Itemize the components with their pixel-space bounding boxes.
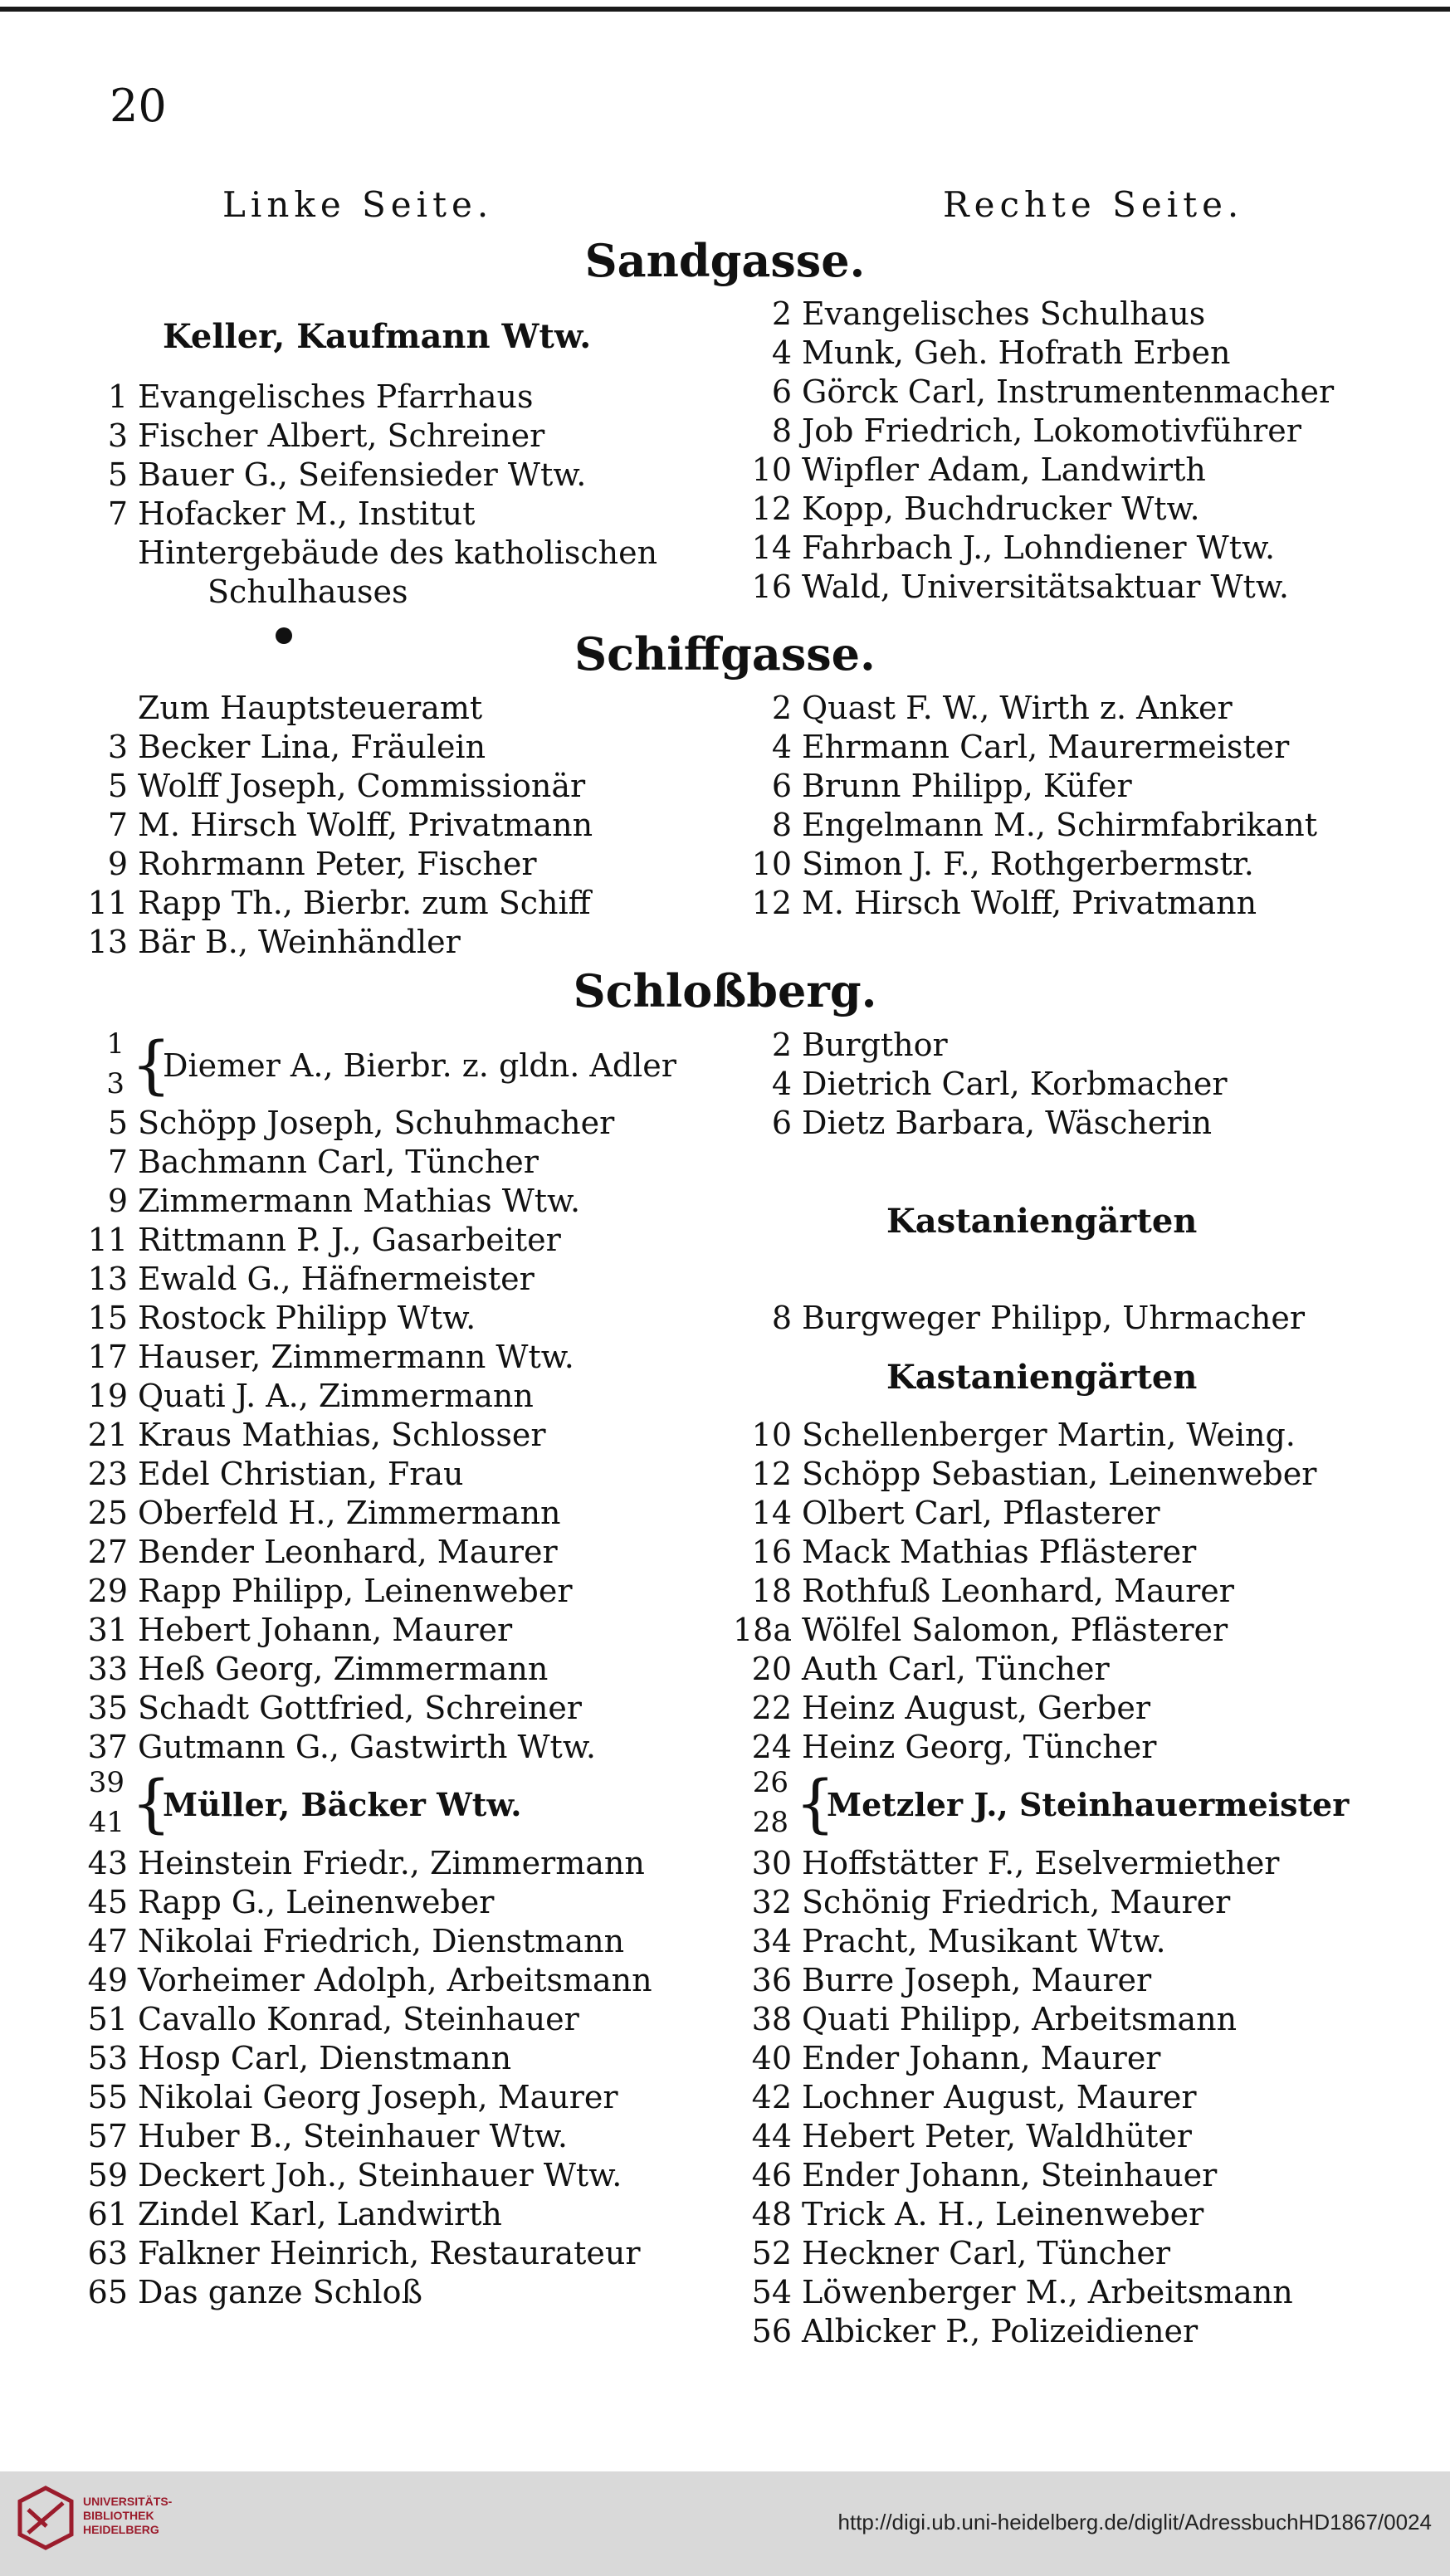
resident-name: Görck Carl, Instrumentenmacher — [802, 373, 1335, 410]
house-number: 44 — [751, 2118, 792, 2154]
sandgasse-right-list — [747, 295, 1428, 607]
resident-name: Hebert Johann, Maurer — [138, 1612, 513, 1648]
resident-name: Engelmann M., Schirmfabrikant — [802, 807, 1317, 843]
house-number: 33 — [87, 1651, 128, 1687]
directory-entry — [747, 490, 1428, 529]
resident-name: Quati J. A., Zimmermann — [138, 1378, 534, 1414]
street-heading-schlossberg: Schloßberg. — [573, 964, 877, 1017]
schlossberg-right-list-a — [747, 1026, 1428, 1143]
house-number: 7 — [107, 1144, 128, 1180]
resident-name: Hosp Carl, Dienstmann — [138, 2040, 512, 2076]
resident-name: Heinstein Friedr., Zimmermann — [138, 1845, 645, 1881]
resident-name: Burre Joseph, Maurer — [802, 1962, 1152, 1998]
house-number: 7 — [107, 807, 128, 843]
house-number: 48 — [751, 2196, 792, 2232]
resident-name: Ender Johann, Steinhauer — [802, 2157, 1218, 2193]
house-number: 30 — [751, 1845, 792, 1881]
directory-entry — [83, 495, 714, 534]
directory-entry — [747, 295, 1428, 334]
brace-glyph: { — [131, 1027, 172, 1101]
sandgasse-left-list — [83, 378, 714, 612]
directory-entry — [83, 1377, 714, 1416]
directory-entry — [83, 2156, 714, 2195]
house-number: 61 — [87, 2196, 128, 2232]
house-number: 36 — [751, 1962, 792, 1998]
resident-name: Schöpp Joseph, Schuhmacher — [138, 1105, 615, 1141]
house-number: 37 — [87, 1729, 128, 1765]
directory-entry — [747, 806, 1428, 845]
resident-name: Hebert Peter, Waldhüter — [802, 2118, 1192, 2154]
directory-entry — [83, 923, 714, 962]
brace-number-bottom: 3 — [106, 1067, 124, 1100]
resident-name: Quast F. W., Wirth z. Anker — [802, 690, 1233, 726]
resident-name: Zindel Karl, Landwirth — [138, 2196, 502, 2232]
resident-name: Auth Carl, Tüncher — [802, 1651, 1110, 1687]
resident-name: Rostock Philipp Wtw. — [138, 1300, 476, 1336]
house-number: 16 — [751, 568, 792, 605]
directory-entry — [83, 2195, 714, 2234]
directory-entry — [83, 1922, 714, 1961]
resident-name: Heckner Carl, Tüncher — [802, 2235, 1171, 2271]
directory-entry — [747, 1299, 1428, 1338]
resident-name: Cavallo Konrad, Steinhauer — [138, 2001, 579, 2037]
resident-name: Burgthor — [802, 1027, 948, 1063]
directory-entry — [747, 2312, 1428, 2351]
schlossberg-left-list-a — [83, 1104, 714, 1767]
directory-entry — [83, 1416, 714, 1455]
directory-entry — [747, 334, 1428, 373]
house-number: 25 — [87, 1495, 128, 1531]
directory-entry — [83, 2234, 714, 2273]
house-number: 53 — [87, 2040, 128, 2076]
house-number: 23 — [87, 1456, 128, 1492]
resident-name: Fahrbach J., Lohndiener Wtw. — [802, 529, 1276, 566]
directory-entry — [747, 1728, 1428, 1767]
house-number: 24 — [751, 1729, 792, 1765]
directory-entry — [83, 2117, 714, 2156]
resident-name: Ehrmann Carl, Maurermeister — [802, 729, 1290, 765]
resident-name: Nikolai Georg Joseph, Maurer — [138, 2079, 618, 2115]
page-number: 20 — [110, 80, 167, 132]
resident-name: Albicker P., Polizeidiener — [802, 2313, 1199, 2349]
house-number: 42 — [751, 2079, 792, 2115]
schlossberg-right-list-d — [747, 1844, 1428, 2351]
directory-entry — [83, 806, 714, 845]
house-number: 2 — [771, 690, 792, 726]
house-number: 8 — [771, 1300, 792, 1336]
directory-entry — [747, 1026, 1428, 1065]
resident-name: Nikolai Friedrich, Dienstmann — [138, 1923, 625, 1959]
house-number: 5 — [107, 768, 128, 804]
brace-number-bottom: 41 — [88, 1806, 124, 1839]
directory-entry — [747, 1416, 1428, 1455]
footer-bar — [0, 2471, 1450, 2576]
house-number: 16 — [751, 1534, 792, 1570]
directory-entry — [747, 412, 1428, 451]
resident-name: Deckert Joh., Steinhauer Wtw. — [138, 2157, 622, 2193]
directory-entry — [83, 1221, 714, 1260]
house-number: 8 — [771, 412, 792, 449]
resident-name: Bender Leonhard, Maurer — [138, 1534, 558, 1570]
directory-entry — [83, 1533, 714, 1572]
library-logo-icon — [17, 2485, 75, 2551]
house-number: 21 — [87, 1417, 128, 1453]
house-number: 29 — [87, 1573, 128, 1609]
directory-entry — [83, 573, 714, 612]
directory-entry — [747, 1883, 1428, 1922]
resident-name: Kopp, Buchdrucker Wtw. — [802, 490, 1200, 527]
house-number: 2 — [771, 1027, 792, 1063]
left-side-label: Linke Seite. — [222, 184, 494, 225]
directory-entry — [83, 1728, 714, 1767]
house-number: 59 — [87, 2157, 128, 2193]
directory-entry — [747, 1650, 1428, 1689]
house-number: 11 — [87, 885, 128, 921]
house-number: 20 — [751, 1651, 792, 1687]
resident-name: Ewald G., Häfnermeister — [138, 1261, 535, 1297]
house-number: 2 — [771, 295, 792, 332]
directory-entry — [83, 728, 714, 767]
resident-name: Zimmermann Mathias Wtw. — [138, 1183, 581, 1219]
resident-name: Evangelisches Schulhaus — [802, 295, 1206, 332]
directory-entry — [83, 2078, 714, 2117]
brace-entry-text: Diemer A., Bierbr. z. gldn. Adler — [163, 1047, 676, 1084]
resident-name: Lochner August, Maurer — [802, 2079, 1197, 2115]
schlossberg-subheading-1: Kastaniengärten — [886, 1202, 1198, 1241]
directory-entry — [747, 1922, 1428, 1961]
house-number: 15 — [87, 1300, 128, 1336]
house-number: 4 — [771, 334, 792, 371]
directory-entry — [747, 2078, 1428, 2117]
house-number: 10 — [751, 451, 792, 488]
directory-entry — [83, 1961, 714, 2000]
schlossberg-left-list-b — [83, 1844, 714, 2312]
resident-name: Ender Johann, Maurer — [802, 2040, 1161, 2076]
resident-name: Heß Georg, Zimmermann — [138, 1651, 549, 1687]
house-number: 31 — [87, 1612, 128, 1648]
resident-name: Simon J. F., Rothgerbermstr. — [802, 846, 1254, 882]
house-number: 19 — [87, 1378, 128, 1414]
house-number: 34 — [751, 1923, 792, 1959]
schlossberg-subheading-2: Kastaniengärten — [886, 1358, 1198, 1397]
directory-entry — [747, 2000, 1428, 2039]
street-heading-schiffgasse: Schiffgasse. — [574, 627, 876, 681]
house-number: 63 — [87, 2235, 128, 2271]
house-number: 38 — [751, 2001, 792, 2037]
directory-entry — [747, 1494, 1428, 1533]
directory-entry — [747, 2234, 1428, 2273]
resident-name: Rothfuß Leonhard, Maurer — [802, 1573, 1234, 1609]
schlossberg-left-brace-entry-2 — [83, 1768, 714, 1846]
house-number: 11 — [87, 1222, 128, 1258]
resident-name: Rapp G., Leinenweber — [138, 1884, 495, 1920]
house-number: 22 — [751, 1690, 792, 1726]
house-number: 13 — [87, 924, 128, 960]
resident-name: Rittmann P. J., Gasarbeiter — [138, 1222, 561, 1258]
resident-name: Mack Mathias Pflästerer — [802, 1534, 1197, 1570]
house-number: 6 — [771, 373, 792, 410]
schlossberg-right-list-b — [747, 1299, 1428, 1338]
house-number: 27 — [87, 1534, 128, 1570]
resident-name: Trick A. H., Leinenweber — [802, 2196, 1204, 2232]
house-number: 46 — [751, 2157, 792, 2193]
directory-entry — [747, 1689, 1428, 1728]
directory-entry — [732, 1611, 1428, 1650]
resident-name: Dietrich Carl, Korbmacher — [802, 1066, 1228, 1102]
resident-name: Olbert Carl, Pflasterer — [802, 1495, 1160, 1531]
directory-entry — [83, 845, 714, 884]
house-number: 49 — [87, 1962, 128, 1998]
resident-name: Löwenberger M., Arbeitsmann — [802, 2274, 1293, 2310]
directory-entry — [747, 2117, 1428, 2156]
directory-entry — [747, 689, 1428, 728]
directory-entry — [83, 1689, 714, 1728]
page-top-rule — [0, 7, 1450, 12]
resident-name: Evangelisches Pfarrhaus — [138, 378, 534, 415]
house-number: 55 — [87, 2079, 128, 2115]
schiffgasse-left-list — [83, 689, 714, 962]
resident-name: Heinz August, Gerber — [802, 1690, 1150, 1726]
logo-line: UNIVERSITÄTS- — [83, 2495, 173, 2508]
house-number: 9 — [107, 1183, 128, 1219]
logo-line: BIBLIOTHEK — [83, 2509, 154, 2522]
house-number: 57 — [87, 2118, 128, 2154]
library-logo-text — [83, 2495, 172, 2537]
resident-name: Zum Hauptsteueramt — [138, 690, 483, 726]
house-number: 65 — [87, 2274, 128, 2310]
house-number: 32 — [751, 1884, 792, 1920]
house-number: 1 — [107, 378, 128, 415]
schlossberg-left-brace-entry-1 — [83, 1029, 714, 1107]
brace-number-top: 26 — [752, 1766, 788, 1799]
directory-entry — [747, 884, 1428, 923]
house-number: 3 — [107, 417, 128, 454]
directory-entry — [83, 2039, 714, 2078]
directory-entry — [83, 884, 714, 923]
directory-entry — [83, 1260, 714, 1299]
brace-glyph: { — [795, 1766, 836, 1840]
directory-entry — [747, 451, 1428, 490]
schiffgasse-right-list — [747, 689, 1428, 923]
house-number: 4 — [771, 1066, 792, 1102]
house-number: 45 — [87, 1884, 128, 1920]
directory-entry — [83, 1572, 714, 1611]
directory-entry — [747, 2195, 1428, 2234]
resident-name: Bachmann Carl, Tüncher — [138, 1144, 539, 1180]
resident-name: Schadt Gottfried, Schreiner — [138, 1690, 582, 1726]
resident-name: Job Friedrich, Lokomotivführer — [802, 412, 1301, 449]
house-number: 56 — [751, 2313, 792, 2349]
resident-name: Schöpp Sebastian, Leinenweber — [802, 1456, 1317, 1492]
house-number: 7 — [107, 495, 128, 532]
resident-name: Fischer Albert, Schreiner — [138, 417, 545, 454]
house-number: 12 — [751, 1456, 792, 1492]
resident-name: Falkner Heinrich, Restaurateur — [138, 2235, 641, 2271]
brace-entry-text: Metzler J., Steinhauermeister — [827, 1786, 1350, 1823]
directory-entry — [747, 2039, 1428, 2078]
brace-number-bottom: 28 — [752, 1806, 788, 1839]
resident-name: Burgweger Philipp, Uhrmacher — [802, 1300, 1306, 1336]
directory-entry — [747, 1065, 1428, 1104]
house-number: 10 — [751, 846, 792, 882]
directory-entry — [747, 1844, 1428, 1883]
resident-name: Quati Philipp, Arbeitsmann — [802, 2001, 1238, 2037]
resident-name: Munk, Geh. Hofrath Erben — [802, 334, 1231, 371]
resident-name: Wald, Universitätsaktuar Wtw. — [802, 568, 1289, 605]
directory-entry — [83, 534, 714, 573]
resident-name: Brunn Philipp, Küfer — [802, 768, 1132, 804]
resident-name: Bär B., Weinhändler — [138, 924, 461, 960]
resident-name: Pracht, Musikant Wtw. — [802, 1923, 1166, 1959]
resident-name: Das ganze Schloß — [138, 2274, 422, 2310]
right-side-label: Rechte Seite. — [943, 184, 1244, 225]
resident-name: Wölfel Salomon, Pflästerer — [802, 1612, 1228, 1648]
resident-name: Bauer G., Seifensieder Wtw. — [138, 456, 587, 493]
house-number: 8 — [771, 807, 792, 843]
street-heading-sandgasse: Sandgasse. — [584, 234, 866, 287]
directory-entry — [83, 1844, 714, 1883]
resident-name: M. Hirsch Wolff, Privatmann — [802, 885, 1257, 921]
resident-name: Hofacker M., Institut — [138, 495, 476, 532]
directory-entry — [83, 1299, 714, 1338]
directory-entry — [747, 373, 1428, 412]
house-number: 18 — [751, 1573, 792, 1609]
house-number: 5 — [107, 1105, 128, 1141]
directory-entry — [747, 1455, 1428, 1494]
brace-number-top: 1 — [106, 1027, 124, 1061]
house-number: 5 — [107, 456, 128, 493]
house-number: 13 — [87, 1261, 128, 1297]
resident-name: Rapp Th., Bierbr. zum Schiff — [138, 885, 591, 921]
resident-name: Heinz Georg, Tüncher — [802, 1729, 1157, 1765]
directory-entry — [83, 2273, 714, 2312]
house-number: 47 — [87, 1923, 128, 1959]
directory-entry — [83, 456, 714, 495]
logo-line: HEIDELBERG — [83, 2523, 159, 2536]
directory-entry — [747, 568, 1428, 607]
resident-name: Dietz Barbara, Wäscherin — [802, 1105, 1213, 1141]
source-url-link[interactable]: http://digi.ub.uni-heidelberg.de/diglit/AdressbuchHD1867/0024 — [837, 2510, 1432, 2535]
resident-name: M. Hirsch Wolff, Privatmann — [138, 807, 593, 843]
directory-entry — [747, 845, 1428, 884]
directory-entry — [83, 378, 714, 417]
house-number: 52 — [751, 2235, 792, 2271]
house-number: 35 — [87, 1690, 128, 1726]
directory-entry — [83, 2000, 714, 2039]
directory-entry — [83, 1455, 714, 1494]
house-number: 51 — [87, 2001, 128, 2037]
directory-entry — [83, 1883, 714, 1922]
directory-entry — [747, 1104, 1428, 1143]
house-number: 14 — [751, 529, 792, 566]
directory-entry — [747, 1572, 1428, 1611]
directory-entry — [747, 728, 1428, 767]
sandgasse-left-intro: Keller, Kaufmann Wtw. — [163, 317, 592, 356]
resident-name: Vorheimer Adolph, Arbeitsmann — [138, 1962, 652, 1998]
resident-name: Oberfeld H., Zimmermann — [138, 1495, 561, 1531]
house-number: 10 — [751, 1417, 792, 1453]
resident-name: Schellenberger Martin, Weing. — [802, 1417, 1296, 1453]
house-number: 12 — [751, 490, 792, 527]
directory-entry — [83, 1611, 714, 1650]
directory-entry — [83, 1143, 714, 1182]
directory-entry — [747, 767, 1428, 806]
directory-entry — [83, 1650, 714, 1689]
directory-entry — [83, 1104, 714, 1143]
resident-name: Rohrmann Peter, Fischer — [138, 846, 537, 882]
resident-name: Schulhauses — [207, 573, 408, 610]
directory-entry — [747, 1533, 1428, 1572]
directory-entry — [83, 1182, 714, 1221]
resident-name: Edel Christian, Frau — [138, 1456, 464, 1492]
directory-entry — [747, 529, 1428, 568]
resident-name: Becker Lina, Fräulein — [138, 729, 486, 765]
house-number: 3 — [107, 729, 128, 765]
house-number: 54 — [751, 2274, 792, 2310]
brace-glyph: { — [131, 1766, 172, 1840]
resident-name: Hoffstätter F., Eselvermiether — [802, 1845, 1280, 1881]
house-number: 14 — [751, 1495, 792, 1531]
directory-entry — [83, 689, 714, 728]
house-number: 18a — [732, 1612, 792, 1648]
directory-entry — [83, 1338, 714, 1377]
directory-entry — [747, 2273, 1428, 2312]
house-number: 40 — [751, 2040, 792, 2076]
house-number: 6 — [771, 1105, 792, 1141]
house-number: 17 — [87, 1339, 128, 1375]
directory-entry — [747, 1961, 1428, 2000]
directory-entry — [83, 417, 714, 456]
resident-name: Schönig Friedrich, Maurer — [802, 1884, 1231, 1920]
house-number: 12 — [751, 885, 792, 921]
house-number: 43 — [87, 1845, 128, 1881]
resident-name: Huber B., Steinhauer Wtw. — [138, 2118, 569, 2154]
resident-name: Hauser, Zimmermann Wtw. — [138, 1339, 574, 1375]
resident-name: Rapp Philipp, Leinenweber — [138, 1573, 573, 1609]
house-number: 4 — [771, 729, 792, 765]
resident-name: Gutmann G., Gastwirth Wtw. — [138, 1729, 596, 1765]
schlossberg-right-list-c — [732, 1416, 1428, 1767]
resident-name: Hintergebäude des katholischen — [138, 534, 658, 571]
house-number: 9 — [107, 846, 128, 882]
directory-entry — [747, 2156, 1428, 2195]
directory-entry — [83, 767, 714, 806]
brace-entry-text: Müller, Bäcker Wtw. — [163, 1786, 522, 1823]
resident-name: Wolff Joseph, Commissionär — [138, 768, 586, 804]
resident-name: Wipfler Adam, Landwirth — [802, 451, 1206, 488]
resident-name: Kraus Mathias, Schlosser — [138, 1417, 546, 1453]
directory-entry — [83, 1494, 714, 1533]
house-number: 6 — [771, 768, 792, 804]
schlossberg-right-brace-entry — [747, 1768, 1428, 1846]
brace-number-top: 39 — [88, 1766, 124, 1799]
